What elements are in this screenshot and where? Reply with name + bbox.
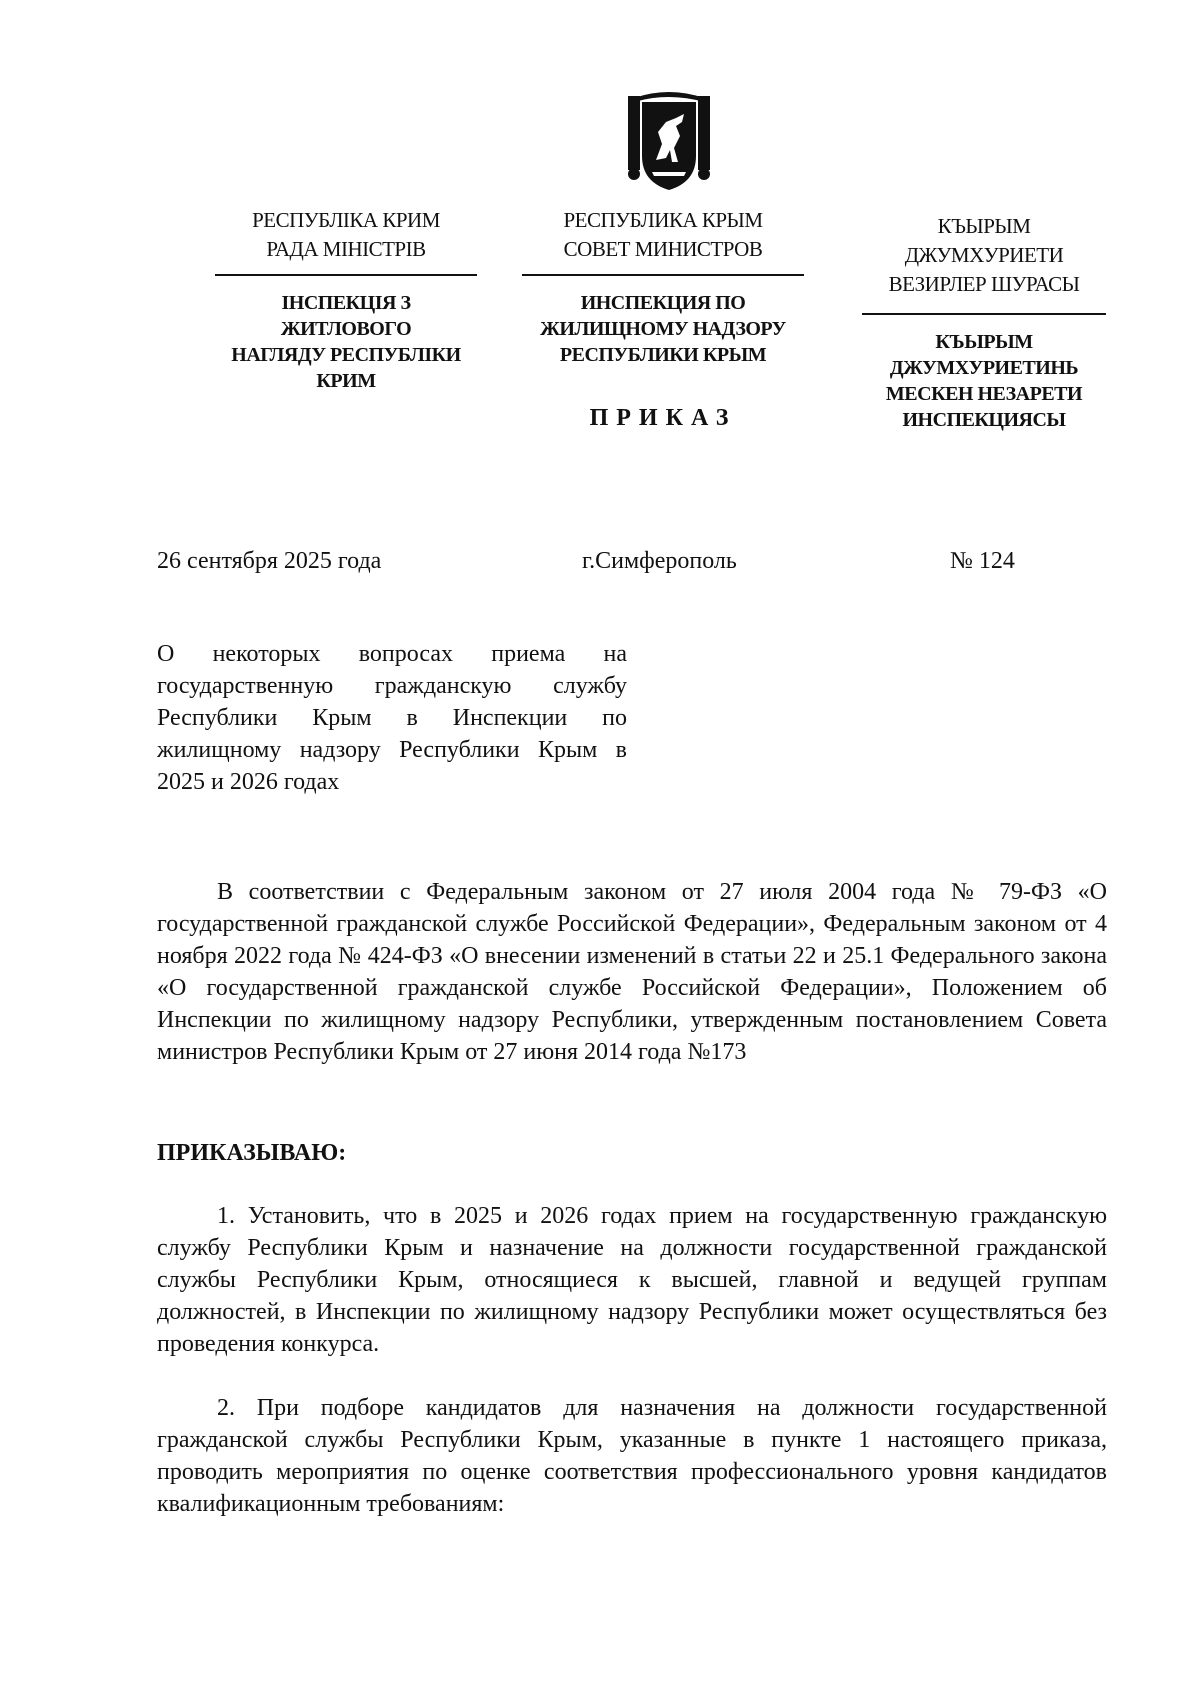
header-russian <box>522 206 804 368</box>
order-heading: ПРИКАЗЫВАЮ: <box>157 1140 347 1166</box>
inspection-name-crimean-tatar: КЪЫРЫМ ДЖУМХУРИЕТИНЬ МЕСКЕН НЕЗАРЕТИ ИНСПЕКЦИЯСЫ <box>885 331 1083 431</box>
inspection-name-ukrainian: ІНСПЕКЦІЯ З ЖИТЛОВОГО НАГЛЯДУ РЕСПУБЛІКИ КРИМ <box>231 292 461 392</box>
header-divider <box>215 274 477 276</box>
org-name-ukrainian: РЕСПУБЛІКА КРИМ РАДА МІНІСТРІВ <box>252 208 440 261</box>
header-divider <box>522 274 804 276</box>
org-name-russian: РЕСПУБЛИКА КРЫМ СОВЕТ МИНИСТРОВ <box>563 208 763 261</box>
document-date: 26 сентября 2025 года <box>157 548 382 574</box>
order-item-2: 2. При подборе кандидатов для назначения на должности государственной гражданской службы Республики Крым, указанные в пункте 1 настоящего приказа, проводить мероприятия по оценке соответствия профессионального уровня кандидатов квалификационным требованиям: <box>157 1395 1107 1517</box>
org-name-crimean-tatar: КЪЫРЫМ ДЖУМХУРИЕТИ ВЕЗИРЛЕР ШУРАСЫ <box>888 214 1080 296</box>
document-number: № 124 <box>950 548 1015 574</box>
document-title: ПРИКАЗ <box>589 405 737 431</box>
crimea-coat-of-arms-icon <box>626 92 712 192</box>
inspection-name-russian: ИНСПЕКЦИЯ ПО ЖИЛИЩНОМУ НАДЗОРУ РЕСПУБЛИКИ КРЫМ <box>540 292 786 366</box>
order-item-1: 1. Установить, что в 2025 и 2026 годах прием на государственную гражданскую службу Республики Крым и назначение на должности государственной гражданской службы Республики Крым, относящиеся к высшей, главной и ведущей группам должностей, в Инспекции по жилищному надзору Республики может осуществляться без проведения конкурса. <box>157 1203 1107 1357</box>
header-crimean-tatar <box>862 212 1106 433</box>
legal-basis-paragraph: В соответствии с Федеральным законом от 27 июля 2004 года № 79-ФЗ «О государственной гражданской службе Российской Федерации», Федеральным законом от 4 ноября 2022 года № 424-ФЗ «О внесении изменений в статьи 22 и 25.1 Федерального закона «О государственной гражданской службе Российской Федерации», Положением об Инспекции по жилищному надзору Республики, утвержденным постановлением Совета министров Республики Крым от 27 июня 2014 года №173 <box>157 879 1107 1065</box>
header-divider <box>862 313 1106 315</box>
header-ukrainian <box>215 206 477 394</box>
document-city: г.Симферополь <box>582 548 737 574</box>
document-subject: О некоторых вопросах приема на государственную гражданскую службу Республики Крым в Инспекции по жилищному надзору Республики Крым в 2025 и 2026 годах <box>157 641 627 795</box>
